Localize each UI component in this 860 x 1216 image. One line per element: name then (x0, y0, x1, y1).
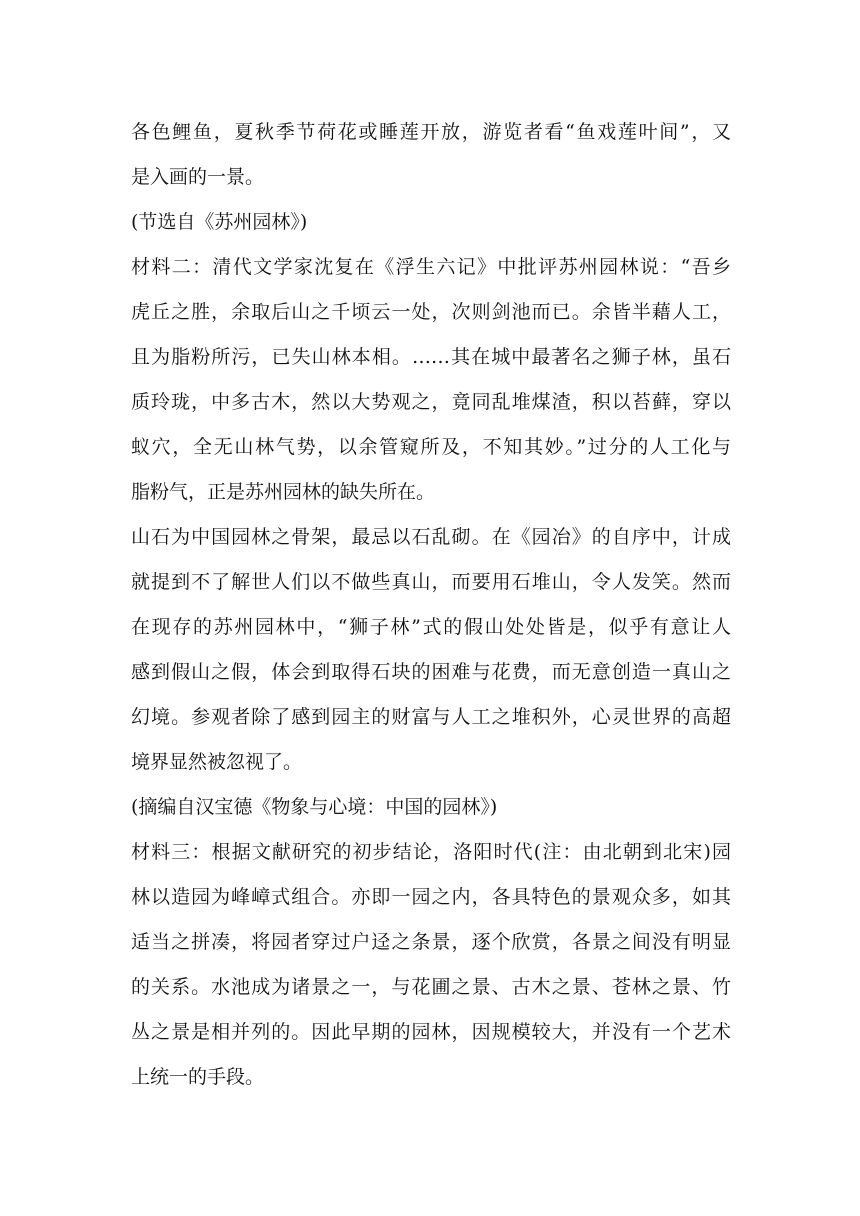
text-line: (节选自《苏州园林》) (131, 211, 308, 233)
text-line: 材料三：根据文献研究的初步结论，洛阳时代(注：由北朝到北宋)园 (131, 841, 731, 863)
paragraph-material-three (131, 830, 731, 1100)
text-line: 脂粉气，正是苏州园林的缺失所在。 (131, 481, 436, 503)
text-line: 虎丘之胜，余取后山之千顷云一处，次则剑池而已。余皆半藉人工， (131, 301, 731, 323)
text-line: 上统一的手段。 (131, 1066, 265, 1088)
text-line: 的关系。水池成为诸景之一，与花圃之景、古木之景、苍林之景、竹 (131, 976, 731, 998)
text-line: 且为脂粉所污，已失山林本相。……其在城中最著名之狮子林，虽石 (131, 346, 731, 368)
text-line: 蚁穴，全无山林气势，以余管窥所及，不知其妙。”过分的人工化与 (131, 436, 731, 458)
source-citation-han-baode (131, 785, 731, 830)
text-line: 质玲珑，中多古木，然以大势观之，竟同乱堆煤渣，积以苔藓，穿以 (131, 391, 731, 413)
text-line: 就提到不了解世人们以不做些真山，而要用石堆山，令人发笑。然而 (131, 571, 731, 593)
paragraph-material-two (131, 245, 731, 515)
text-line: 林以造园为峰嶂式组合。亦即一园之内，各具特色的景观众多，如其 (131, 886, 731, 908)
paragraph-fish-pond (131, 110, 731, 200)
paragraph-rockery (131, 515, 731, 785)
source-citation-suzhou-gardens (131, 200, 731, 245)
document-page (131, 110, 731, 1100)
text-line: 境界显然被忽视了。 (131, 751, 303, 773)
text-line: 丛之景是相并列的。因此早期的园林，因规模较大，并没有一个艺术 (131, 1021, 731, 1043)
text-line: 材料二：清代文学家沈复在《浮生六记》中批评苏州园林说：“吾乡 (131, 256, 731, 278)
text-line: (摘编自汉宝德《物象与心境：中国的园林》) (131, 796, 498, 818)
text-line: 各色鲤鱼，夏秋季节荷花或睡莲开放，游览者看“鱼戏莲叶间”，又 (131, 121, 731, 143)
text-line: 感到假山之假，体会到取得石块的困难与花费，而无意创造一真山之 (131, 661, 731, 683)
text-line: 在现存的苏州园林中，“狮子林”式的假山处处皆是，似乎有意让人 (131, 616, 731, 638)
text-line: 幻境。参观者除了感到园主的财富与人工之堆积外，心灵世界的高超 (131, 706, 731, 728)
text-line: 适当之拼凑，将园者穿过户迳之条景，逐个欣赏，各景之间没有明显 (131, 931, 731, 953)
text-line: 山石为中国园林之骨架，最忌以石乱砌。在《园冶》的自序中，计成 (131, 526, 731, 548)
text-line: 是入画的一景。 (131, 166, 265, 188)
